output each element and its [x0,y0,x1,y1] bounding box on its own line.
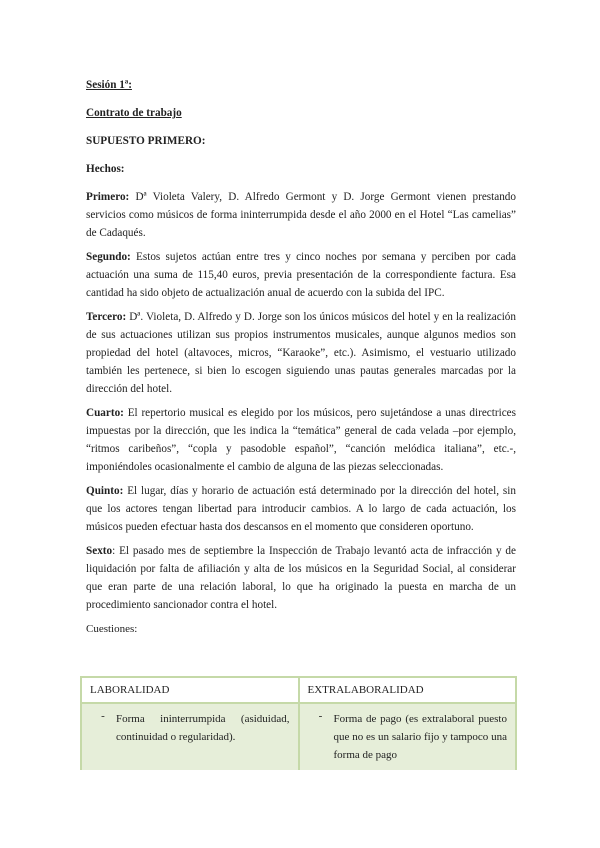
left-cell [81,703,299,770]
session-heading: Sesión 1ª: [86,79,132,91]
fact-paragraph [86,308,516,398]
fact-text: : El pasado mes de septiembre la Inspección de Trabajo levantó acta de infracción y de liquidación por falta de afiliación y alta de los músicos en la Seguridad Social, al considerar que eran parte de una relación laboral, lo que ha originado la puesta en marcha de un procedimiento sancionador contra el hotel. [86,545,516,611]
fact-label: Sexto [86,545,113,557]
case-heading: SUPUESTO PRIMERO: [86,135,206,147]
document-body [86,72,516,646]
questions-label: Cuestiones: [86,623,138,635]
facts-heading: Hechos: [86,163,125,175]
fact-paragraph [86,188,516,242]
table-header-row [81,677,516,703]
bullet-dash: - [318,710,323,722]
fact-paragraph [86,248,516,302]
fact-text: Estos sujetos actúan entre tres y cinco noches por semana y perciben por cada actuación una suma de 115,40 euros, previa presentación de la correspondiente factura. Esa cantidad ha sido objeto de actualización anual de acuerdo con la subida del IPC. [86,251,516,299]
header-laboralidad: LABORALIDAD [81,677,299,703]
left-item-text: Forma ininterrumpida (asiduidad, continuidad o regularidad). [116,713,290,743]
fact-text: Dª Violeta Valery, D. Alfredo Germont y D. Jorge Germont vienen prestando servicios como músicos de forma ininterrumpida desde el año 2000 en el Hotel “Las camelias” de Cadaqués. [86,191,516,239]
fact-paragraph [86,404,516,476]
fact-label: Primero: [86,191,130,203]
right-item-text: Forma de pago (es extralaboral puesto que no es un salario fijo y tampoco una forma de pago [333,713,507,761]
table-row [81,703,516,770]
fact-paragraph [86,482,516,536]
right-cell [299,703,517,770]
contract-heading: Contrato de trabajo [86,107,182,119]
fact-text: El repertorio musical es elegido por los músicos, pero sujetándose a unas directrices impuestas por la dirección, que les indica la “temática” general de cada velada –por ejemplo, “ritmos caribeños”, “copla y pasodoble español”, “canción melódica italiana”, etc.-, imponiéndoles ocasionalmente el cambio de alguna de las piezas seleccionadas. [86,407,516,473]
fact-paragraph [86,542,516,614]
fact-label: Segundo: [86,251,131,263]
bullet-dash: - [101,710,105,722]
header-extralaboralidad: EXTRALABORALIDAD [299,677,517,703]
fact-label: Tercero: [86,311,127,323]
fact-text: Dª. Violeta, D. Alfredo y D. Jorge son los únicos músicos del hotel y en la realización de sus actuaciones utilizan sus propios instrumentos musicales, aunque algunos medios son propiedad del hotel (altavoces, micros, “Karaoke”, etc.). Asimismo, el vestuario utilizado también les pertenece, si bien lo escogen siguiendo unas pautas generales marcadas por la dirección del hotel. [86,311,516,395]
fact-label: Cuarto: [86,407,124,419]
fact-text: El lugar, días y horario de actuación está determinado por la dirección del hotel, sin que los actores tengan libertad para introducir cambios. A lo largo de cada actuación, los músicos pueden efectuar hasta dos descansos en el momento que consideren oportuno. [86,485,516,533]
fact-label: Quinto: [86,485,124,497]
comparison-table [80,676,517,770]
